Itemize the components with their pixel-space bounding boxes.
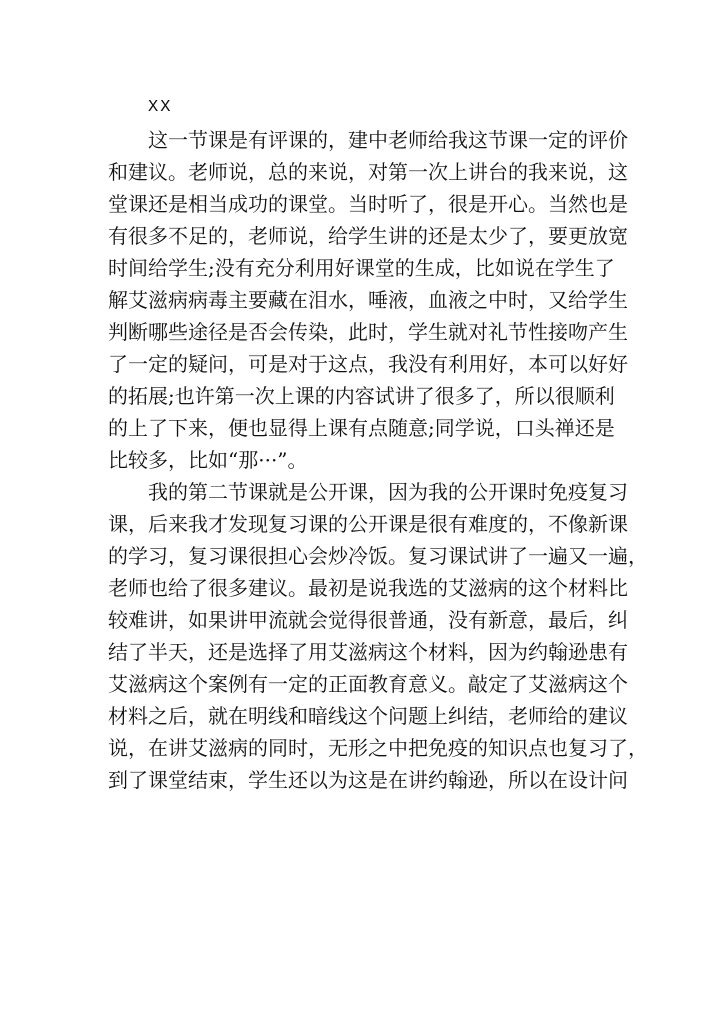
document-body xyxy=(108,92,648,796)
paragraph-1-line: 比较多，比如“那···”。 xyxy=(108,448,308,472)
paragraph-2-line: 结了半天，还是选择了用艾滋病这个材料，因为约翰逊患有 xyxy=(108,640,628,664)
paragraph-2-line: 到了课堂结束，学生还以为这是在讲约翰逊，所以在设计问 xyxy=(108,768,628,792)
paragraph-1-line: 有很多不足的，老师说，给学生讲的还是太少了，要更放宽 xyxy=(108,224,628,248)
paragraph-1-line: 堂课还是相当成功的课堂。当时听了，很是开心。当然也是 xyxy=(108,192,628,216)
paragraph-2-line: 说，在讲艾滋病的同时，无形之中把免疫的知识点也复习了， xyxy=(108,736,648,760)
paragraph-1-line: 的上了下来，便也显得上课有点随意;同学说，口头禅还是 xyxy=(108,416,615,440)
paragraph-2-line: 老师也给了很多建议。最初是说我选的艾滋病的这个材料比 xyxy=(108,576,628,600)
paragraph-2-line: 的学习，复习课很担心会炒冷饭。复习课试讲了一遍又一遍， xyxy=(108,544,648,568)
paragraph-1-line: 判断哪些途径是否会传染，此时，学生就对礼节性接吻产生 xyxy=(108,320,628,344)
paragraph-1-line: 解艾滋病病毒主要藏在泪水，唾液，血液之中时，又给学生 xyxy=(108,288,628,312)
paragraph-1-line: 的拓展;也许第一次上课的内容试讲了很多了，所以很顺利 xyxy=(108,384,615,408)
paragraph-1-line: 这一节课是有评课的，建中老师给我这节课一定的评价 xyxy=(148,128,628,152)
paragraph-2-line: 我的第二节课就是公开课，因为我的公开课时免疫复习 xyxy=(148,480,628,504)
paragraph-2-line: 课，后来我才发现复习课的公开课是很有难度的，不像新课 xyxy=(108,512,628,536)
paragraph-1-line: 了一定的疑问，可是对于这点，我没有利用好，本可以好好 xyxy=(108,352,628,376)
paragraph-1 xyxy=(108,124,628,476)
paragraph-2-line: 艾滋病这个案例有一定的正面教育意义。敲定了艾滋病这个 xyxy=(108,672,628,696)
paragraph-2 xyxy=(108,476,648,796)
paragraph-1-line: 时间给学生;没有充分利用好课堂的生成，比如说在学生了 xyxy=(108,256,615,280)
paragraph-2-line: 材料之后，就在明线和暗线这个问题上纠结，老师给的建议 xyxy=(108,704,628,728)
paragraph-1-line: 和建议。老师说，总的来说，对第一次上讲台的我来说，这 xyxy=(108,160,628,184)
paragraph-2-line: 较难讲，如果讲甲流就会觉得很普通，没有新意，最后，纠 xyxy=(108,608,628,632)
document-heading: XX xyxy=(148,98,173,117)
